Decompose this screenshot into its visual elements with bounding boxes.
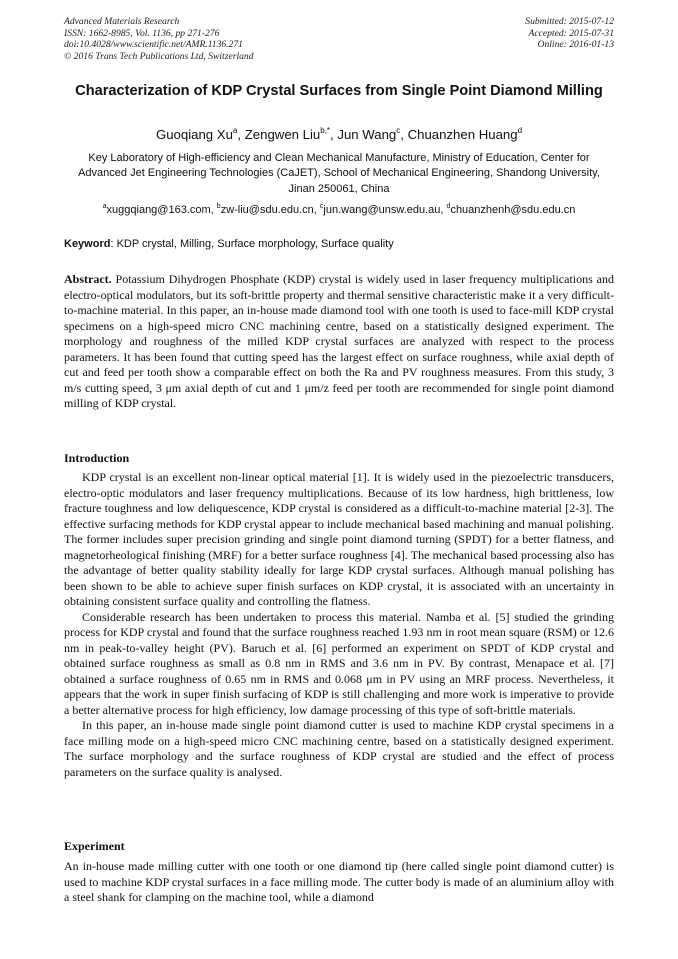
accepted-date: Accepted: 2015-07-31 [528, 27, 614, 39]
journal-copyright: © 2016 Trans Tech Publications Ltd, Switzerland [64, 50, 254, 62]
journal-info [64, 16, 254, 62]
email-sup: a [102, 203, 107, 210]
introduction-body [64, 470, 614, 780]
paragraph: Considerable research has been undertaken to process this material. Namba et al. [5] studied the grinding process for KDP crystal and found that the surface roughness reached 1.93 nm in root mean square (RSM) or 12.6 nm in peak-to-valley height (PV). Baruch et al. [6] performed an experiment on SPDT of KDP crystal and obtained surface roughness as small as 0.8 nm in RMS and 3.6 nm in PV. By contrast, Menapace et al. [7] obtained a surface roughness of 0.65 nm in RMS and 0.068 μm in PV using an MRF process. Nevertheless, it appears that the work in super finish surfacing of KDP is still challenging and more work is imperative to provide a better alternative process for high efficiency, low damage processing of this type of soft-brittle materials. [64, 609, 614, 717]
author-name: Chuanzhen Huang [407, 127, 518, 142]
online-date: Online: 2016-01-13 [537, 39, 614, 51]
author-sup: a [232, 126, 238, 135]
experiment-body [64, 859, 614, 906]
journal-issn: ISSN: 1662-8985, Vol. 1136, pp 271-276 [64, 27, 220, 39]
author-name: Guoqiang Xu [155, 127, 233, 142]
email-link[interactable]: jun.wang@unsw.edu.au [323, 204, 441, 216]
journal-doi[interactable]: doi:10.4028/www.scientific.net/AMR.1136.271 [64, 39, 243, 51]
affiliation: Key Laboratory of High-efficiency and Clean Mechanical Manufacture, Ministry of Education, Center for Advanced Jet Engineering Technologies (CaJET), School of Mechanical Engineering, Shandong University, Jinan 250061, China [78, 152, 600, 195]
paragraph: In this paper, an in-house made single point diamond cutter is used to machine KDP crystal specimens in a face milling mode on a high-speed micro CNC machining centre, based on a statistically designed experiment. The surface morphology and the surface roughness of KDP crystal are studied and the effect of process parameters on the surface quality is analysed. [64, 718, 614, 779]
email-sup: b [216, 203, 221, 210]
abstract [64, 272, 614, 412]
abstract-label: Abstract. [64, 272, 112, 286]
author-sup: d [517, 126, 523, 135]
paper-title: Characterization of KDP Crystal Surfaces from Single Point Diamond Milling [75, 83, 603, 99]
submitted-date: Submitted: 2015-07-12 [525, 16, 614, 27]
author-sup: b,* [320, 126, 331, 135]
author-name: Jun Wang [337, 127, 397, 142]
journal-name: Advanced Materials Research [64, 16, 180, 27]
email-link[interactable]: xuggqiang@163.com [106, 204, 211, 216]
email-sup: c [319, 203, 324, 210]
email-list: $^a$xuggqiang@163.com, $^b$zw-liu@sdu.edu.cn, $^c$jun.wang@unsw.edu.au, $^d$chuanzhenh@sdu.edu.cn [102, 203, 576, 216]
email-link[interactable]: zw-liu@sdu.edu.cn [220, 204, 314, 216]
paragraph: An in-house made milling cutter with one tooth or one diamond tip (here called single point diamond cutter) is used to machine KDP crystal surfaces in a face milling mode. The cutter body is made of an aluminium alloy with a steel shank for clamping on the machine tool, while a diamond [64, 859, 614, 904]
author-name: Zengwen Liu [244, 127, 321, 142]
section-heading-experiment: Experiment [64, 839, 125, 853]
abstract-text: Potassium Dihydrogen Phosphate (KDP) crystal is widely used in laser frequency multiplications and electro-optical modulators, but its soft-brittle property and thermal sensitive characteristic make it a very difficult-to-machine material. In this paper, an in-house made diamond tool with one tooth is used to face-mill KDP crystal specimens on a high-speed micro CNC machining centre, based on a statistically designed experiment. The morphology and roughness of the milled KDP crystal surfaces are analyzed with respect to the process parameters. It has been found that cutting speed has the largest effect on surface roughness, while axial depth of cut and feed per tooth show a comparable effect on both the Ra and PV roughness measures. From this study, 3 m/s cutting speed, 3 μm axial depth of cut and 1 μm/z feed per tooth are recommended for single point diamond milling of KDP crystal. [64, 272, 614, 410]
author-sup: c [396, 126, 401, 135]
keywords [64, 237, 614, 251]
email-sup: d [446, 203, 451, 210]
paragraph: KDP crystal is an excellent non-linear optical material [1]. It is widely used in the piezoelectric transducers, electro-optic modulators and laser frequency multiplications. Because of its low hardness, high brittleness, low fracture toughness and low deliquescence, KDP crystal is considered as a difficult-to-machine material [2-3]. The effective surfacing methods for KDP crystal appear to include mechanical based machining and manual polishing. The former includes super precision grinding and single point diamond turning (SPDT) for a better flatness, and magnetorheological finishing (MRF) for a better surface roughness [4]. The mechanical based processing also has the advantage of better quality stability ideally for large KDP crystal surfaces. Although manual polishing has been shown to be able to achieve super finish surfaces on KDP crystal, it is associated with an uncertainty in obtaining consistent surface quality and controlling the flatness. [64, 470, 614, 608]
section-heading-introduction: Introduction [64, 451, 130, 465]
author-list: Guoqiang Xu$^a$, Zengwen Liu$^{b,*}$, Jun Wang$^c$, Chuanzhen Huang$^d$ [155, 126, 523, 142]
submission-dates [525, 16, 614, 51]
keyword-text: : KDP crystal, Milling, Surface morphology, Surface quality [110, 238, 394, 250]
keyword-label: Keyword [64, 238, 111, 250]
email-link[interactable]: chuanzhenh@sdu.edu.cn [450, 204, 576, 216]
